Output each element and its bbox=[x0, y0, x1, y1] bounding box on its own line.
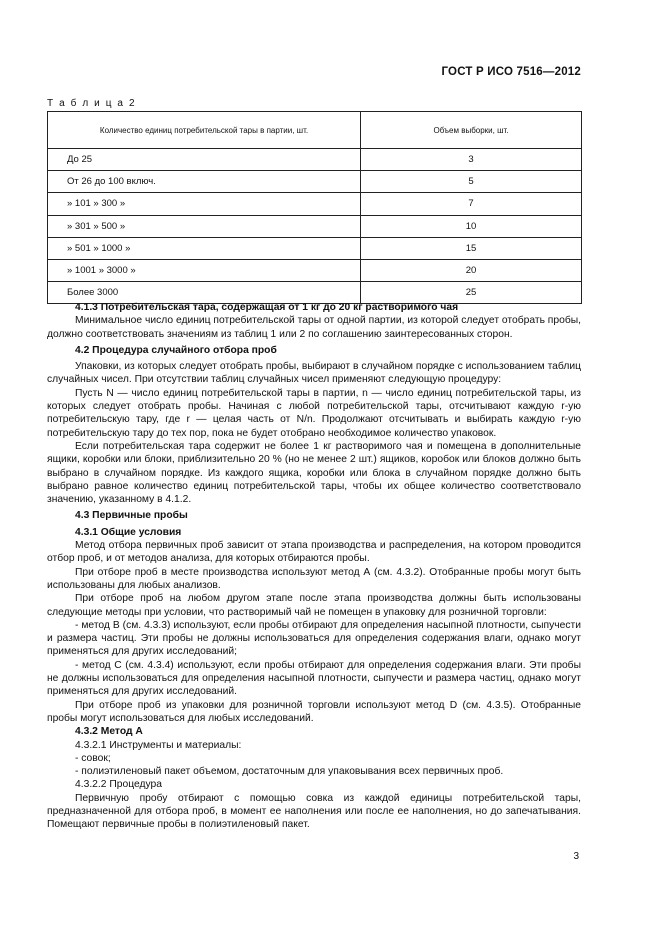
paragraph: Если потребительская тара содержит не более 1 кг растворимого чая и помещена в дополнительные ящики, коробки или блоки, приблизительно 20 % (но не менее 2 шт.) ящиков, коробок или блоков должно быть выбрано в случайном порядке. Из каждого ящика, коробки или блока в случайном порядке должно быть выбрано равное количество единиц потребительской тары, чтобы их общее количество соответствовало значению, указанному в 4.1.2. bbox=[47, 440, 581, 506]
lot-size-cell: » 501 » 1000 » bbox=[48, 237, 361, 259]
sample-size-cell: 3 bbox=[361, 149, 582, 171]
sample-size-table bbox=[47, 111, 582, 304]
sample-size-cell: 10 bbox=[361, 215, 582, 237]
paragraph: Упаковки, из которых следует отобрать пробы, выбирают в случайном порядке с использованием таблиц случайных чисел. При отсутствии таблиц случайных чисел применяют следующую процедуру: bbox=[47, 361, 581, 386]
sample-size-cell: 7 bbox=[361, 193, 582, 215]
table-header-lot-size: Количество единиц потребительской тары в партии, шт. bbox=[48, 112, 361, 149]
list-item: - метод В (см. 4.3.3) используют, если пробы отбирают для определения насыпной плотности, сыпучести и размера частиц. Эти пробы не должны использоваться для определения содержания влаги, однако могут применяться для других исследований; bbox=[47, 619, 581, 658]
document-body bbox=[47, 301, 581, 832]
section-heading-4-3-1: 4.3.1 Общие условия bbox=[75, 526, 182, 538]
table-header-sample-size: Объем выборки, шт. bbox=[361, 112, 582, 149]
lot-size-cell: От 26 до 100 включ. bbox=[48, 171, 361, 193]
sample-size-cell: 5 bbox=[361, 171, 582, 193]
list-item: - совок; bbox=[75, 752, 111, 764]
lot-size-cell: » 301 » 500 » bbox=[48, 215, 361, 237]
table-row bbox=[48, 237, 582, 259]
sample-size-cell: 20 bbox=[361, 259, 582, 281]
table-row bbox=[48, 259, 582, 281]
table-row bbox=[48, 193, 582, 215]
lot-size-cell: До 25 bbox=[48, 149, 361, 171]
page-number: 3 bbox=[573, 851, 579, 862]
paragraph: Метод отбора первичных проб зависит от этапа производства и распределения, на котором проводится отбор проб, и от методов анализа, для которых отбираются пробы. bbox=[47, 540, 581, 565]
lot-size-cell: » 101 » 300 » bbox=[48, 193, 361, 215]
table-row bbox=[48, 149, 582, 171]
paragraph: При отборе проб на любом другом этапе после этапа производства должны быть использованы следующие методы при условии, что растворимый чай не помещен в упаковку для розничной торговли: bbox=[47, 593, 581, 618]
lot-size-cell: » 1001 » 3000 » bbox=[48, 259, 361, 281]
sample-size-cell: 25 bbox=[361, 282, 582, 304]
table-row bbox=[48, 171, 582, 193]
paragraph: Минимальное число единиц потребительской тары от одной партии, из которой следует отобрать пробы, должно соответствовать значениям из таблиц 1 или 2 по соглашению заинтересованных сторон. bbox=[47, 315, 581, 340]
section-heading-4-1-3: 4.1.3 Потребительская тара, содержащая от 1 кг до 20 кг растворимого чая bbox=[75, 302, 459, 313]
section-heading-4-3-2: 4.3.2 Метод А bbox=[75, 726, 143, 738]
subsection-heading-4-3-2-1: 4.3.2.1 Инструменты и материалы: bbox=[75, 739, 242, 751]
paragraph: При отборе проб в месте производства используют метод А (см. 4.3.2). Отобранные пробы могут быть использованы для любых анализов. bbox=[47, 566, 581, 591]
table-row bbox=[48, 215, 582, 237]
section-heading-4-2: 4.2 Процедура случайного отбора проб bbox=[75, 344, 277, 356]
document-code: ГОСТ Р ИСО 7516—2012 bbox=[441, 66, 581, 78]
sample-size-cell: 15 bbox=[361, 237, 582, 259]
table-caption: Т а б л и ц а 2 bbox=[47, 98, 137, 109]
lot-size-cell: Более 3000 bbox=[48, 282, 361, 304]
list-item: - полиэтиленовый пакет объемом, достаточным для упаковывания всех первичных проб. bbox=[75, 766, 504, 778]
section-heading-4-3: 4.3 Первичные пробы bbox=[75, 510, 188, 522]
subsection-heading-4-3-2-2: 4.3.2.2 Процедура bbox=[75, 779, 162, 791]
list-item: - метод С (см. 4.3.4) используют, если пробы отбирают для определения содержания влаги. Эти пробы не должны использоваться для определения насыпной плотности, сыпучести и размера частиц, однако могут применяться для других исследований. bbox=[47, 659, 581, 698]
paragraph: Первичную пробу отбирают с помощью совка из каждой единицы потребительской тары, предназначенной для отбора проб, в момент ее наполнения или после ее наполнения, но до запечатывания. Помещают первичные пробы в полиэтиленовый пакет. bbox=[47, 792, 581, 831]
paragraph: Пусть N — число единиц потребительской тары в партии, n — число единиц потребительской тары, из которых следует отобрать пробы. Начиная с любой потребительской тары, отсчитывают каждую r-ую потребительскую тару, где r — целая часть от N/n. Продолжают отсчитывать и выбирать каждую r-ую потребительскую тару до тех пор, пока не будет отобрано необходимое количество упаковок. bbox=[47, 387, 581, 439]
paragraph: При отборе проб из упаковки для розничной торговли используют метод D (см. 4.3.5). Отобранные пробы могут использоваться для любых исследований. bbox=[47, 699, 581, 724]
